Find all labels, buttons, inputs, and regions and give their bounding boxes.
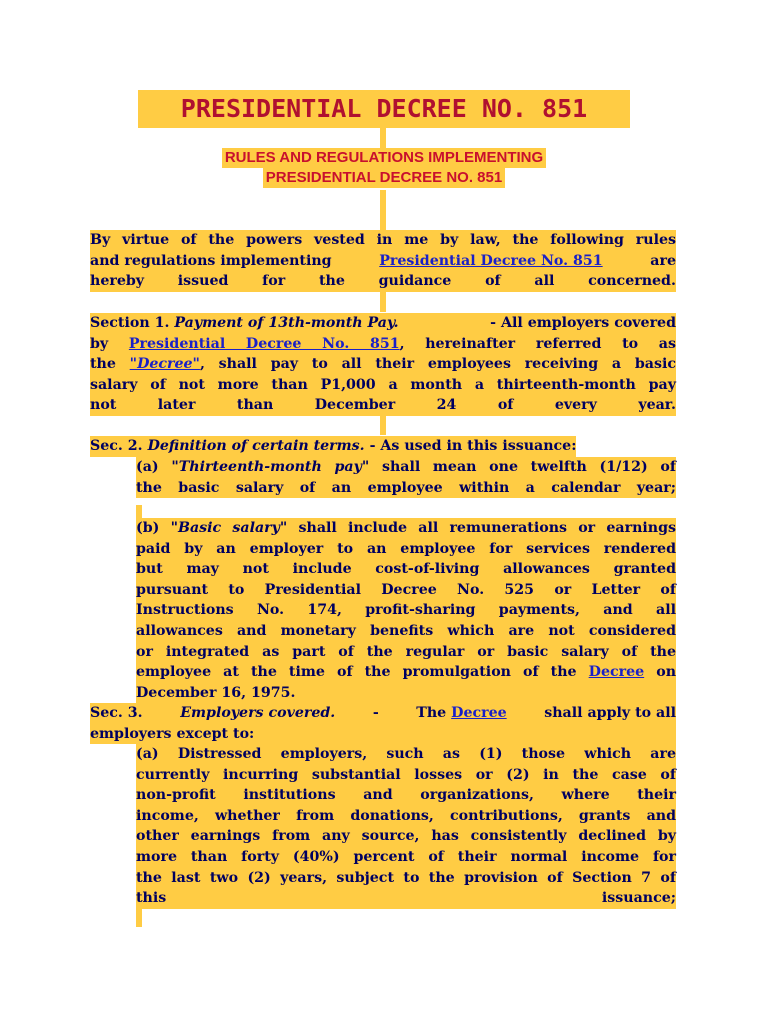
pd-851-link[interactable]: Presidential Decree No. 851 xyxy=(379,252,603,269)
decree-link[interactable]: Decree xyxy=(588,664,645,681)
intro-paragraph: By virtue of the powers vested in me by law, the following rules and regulations implementing Presidential Decree No. 851 are hereby issued for the guidance of all concerned. xyxy=(90,230,676,292)
decree-link[interactable]: Decree xyxy=(451,705,507,721)
connector-bar xyxy=(380,190,386,230)
pd-851-link[interactable]: Presidential Decree No. 851 xyxy=(128,335,400,352)
section-2-header: Sec. 2. Definition of certain terms. - As used in this issuance: xyxy=(90,436,576,457)
section-1: Section 1. Payment of 13th-month Pay. - All employers covered by Presidential Decree No. 851, hereinafter referred to as the "Decree", shall pay to all their employees receiving a basic salary of not more than P1,000 a month a thirteenth-month pay not later than December 24 of every year. xyxy=(90,313,676,416)
section-3-item-a: (a) Distressed employers, such as (1) those which are currently incurring substantial losses or (2) in the case of non-profit institutions and organizations, where their income, whether from donations, contributions, grants and other earnings from any source, has consistently declined by more than forty (40%) percent of their normal income for the last two (2) years, subject to the provision of Section 7 of this issuance; xyxy=(136,744,676,909)
decree-link[interactable]: "Decree" xyxy=(129,356,200,373)
section-label: Section 1. xyxy=(90,315,170,331)
section-2-item-b: (b) "Basic salary" shall include all remunerations or earnings paid by an employer to an employee for services rendered but may not include cost-of-living allowances granted pursuant to Presidential Decree No. 525 or Letter of Instructions No. 174, profit-sharing payments, and all allowances and monetary benefits which are not considered or integrated as part of the regular or basic salary of the employee at the time of the promulgation of the Decree on December 16, 1975. xyxy=(136,518,676,703)
connector-bar xyxy=(380,413,386,435)
section-label: Sec. 3. xyxy=(90,705,143,721)
section-3-header: Sec. 3. Employers covered. - The Decree shall apply to all employers except to: xyxy=(90,703,676,744)
section-heading: Employers covered. xyxy=(180,705,336,721)
subtitle-line: RULES AND REGULATIONS IMPLEMENTING xyxy=(222,148,546,168)
page-title: PRESIDENTIAL DECREE NO. 851 xyxy=(138,90,630,128)
connector-bar xyxy=(380,128,386,148)
section-2-item-a: (a) "Thirteenth-month pay" shall mean one twelfth (1/12) of the basic salary of an employee within a calendar year; xyxy=(136,457,676,498)
subtitle-line: PRESIDENTIAL DECREE NO. 851 xyxy=(263,168,505,188)
section-heading: Payment of 13th-month Pay. xyxy=(174,315,399,331)
subtitle xyxy=(186,148,582,188)
section-label: Sec. 2. xyxy=(90,438,143,454)
section-heading: Definition of certain terms. xyxy=(147,438,365,454)
connector-bar xyxy=(380,290,386,312)
